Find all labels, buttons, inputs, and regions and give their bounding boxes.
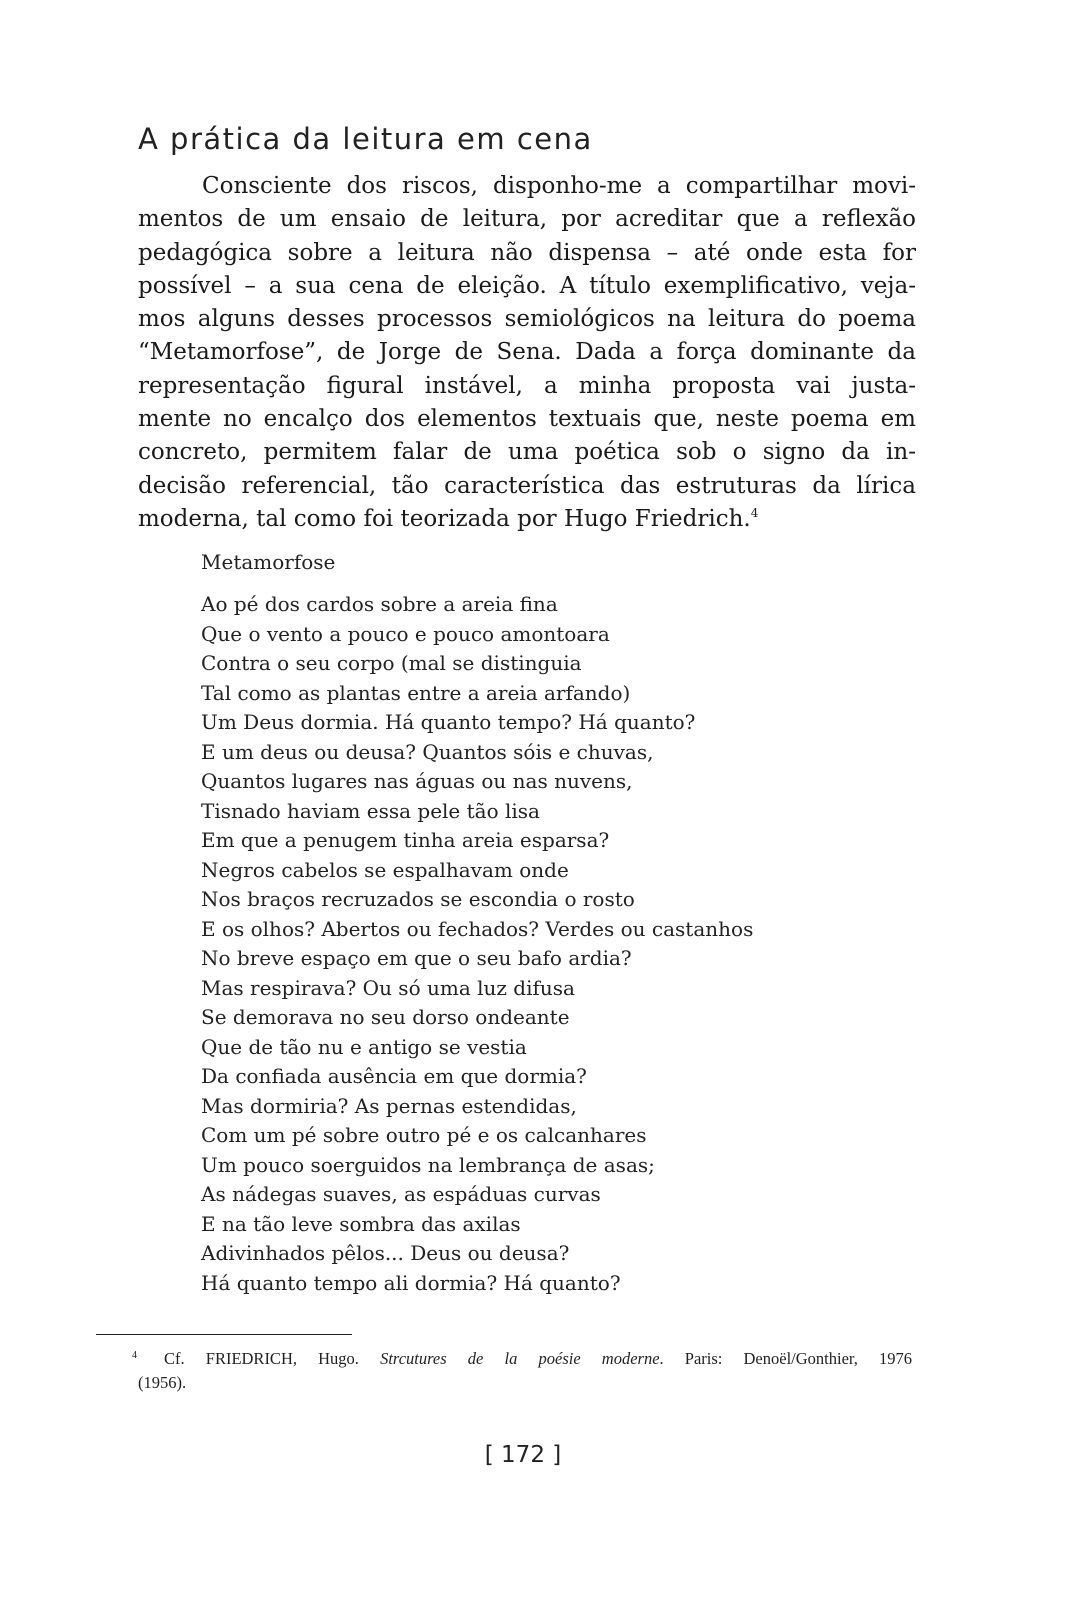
page-number: [ 172 ]	[484, 1442, 562, 1468]
poem-line: Contra o seu corpo (mal se distinguia	[201, 651, 582, 675]
poem-line: Adivinhados pêlos... Deus ou deusa?	[201, 1241, 570, 1265]
poem-line: Um Deus dormia. Há quanto tempo? Há quanto?	[201, 710, 696, 734]
poem-line: Negros cabelos se espalhavam onde	[201, 857, 569, 882]
body-line: pedagógica sobre a leitura não dispensa – até onde esta for	[138, 239, 916, 266]
body-line: moderna, tal como foi teorizada por Hugo Friedrich.	[138, 505, 751, 532]
poem-title: Metamorfose	[201, 550, 336, 574]
poem-line: As nádegas suaves, as espáduas curvas	[201, 1182, 601, 1206]
poem-line: Tisnado haviam essa pele tão lisa	[201, 798, 540, 823]
footnote-suffix: . Paris: Denoël/Gonthier, 1976	[659, 1349, 913, 1368]
poem-line: Da confiada ausência em que dormia?	[201, 1064, 587, 1088]
poem-line: Que de tão nu e antigo se vestia	[201, 1034, 527, 1059]
poem-line: Há quanto tempo ali dormia? Há quanto?	[201, 1270, 621, 1295]
body-line: mente no encalço dos elementos textuais que, neste poema em	[138, 406, 916, 433]
poem-line: Com um pé sobre outro pé e os calcanhares	[201, 1123, 647, 1147]
poem-line: Mas dormiria? As pernas estendidas,	[201, 1093, 577, 1118]
footnote-number: 4	[132, 1350, 137, 1361]
footnote	[132, 1347, 913, 1395]
poem-line: Se demorava no seu dorso ondeante	[201, 1005, 570, 1029]
body-last-line	[138, 503, 916, 536]
body-line: mos alguns desses processos semiológicos na leitura do poema	[138, 306, 916, 333]
poem-line: Nos braços recruzados se escondia o rosto	[201, 887, 635, 911]
poem-line: Mas respirava? Ou só uma luz difusa	[201, 975, 575, 1000]
poem-line: Em que a penugem tinha areia esparsa?	[201, 828, 610, 852]
poem-line: Ao pé dos cardos sobre a areia fina	[201, 592, 558, 616]
footnote-text	[138, 1347, 912, 1395]
poem-line: Um pouco soerguidos na lembrança de asas;	[201, 1152, 655, 1177]
body-line: “Metamorfose”, de Jorge de Sena. Dada a força dominante da	[138, 339, 916, 366]
body-line: representação figural instável, a minha proposta vai justa-	[138, 372, 916, 399]
footnote-line	[164, 1347, 912, 1371]
poem-line: E os olhos? Abertos ou fechados? Verdes ou castanhos	[201, 916, 754, 941]
poem-line: E um deus ou deusa? Quantos sóis e chuvas,	[201, 739, 654, 764]
body-line: possível – a sua cena de eleição. A título exemplificativo, veja-	[138, 272, 916, 299]
body-line: decisão referencial, tão característica das estruturas da lírica	[138, 472, 916, 499]
poem-line: Tal como as plantas entre a areia arfando)	[201, 680, 631, 705]
footnote-divider	[96, 1334, 352, 1335]
poem-line: Que o vento a pouco e pouco amontoara	[201, 621, 610, 646]
poem-line: Quantos lugares nas águas ou nas nuvens,	[201, 769, 633, 793]
poem-line: No breve espaço em que o seu bafo ardia?	[201, 946, 632, 970]
section-title: A prática da leitura em cena	[138, 122, 593, 156]
footnote-prefix: Cf. FRIEDRICH, Hugo.	[164, 1349, 381, 1368]
body-line: mentos de um ensaio de leitura, por acreditar que a reflexão	[138, 206, 916, 233]
poem-line: E na tão leve sombra das axilas	[201, 1211, 521, 1236]
body-paragraph	[138, 170, 916, 536]
poem-verses	[201, 590, 753, 1298]
body-line: Consciente dos riscos, disponho-me a compartilhar movi-	[202, 173, 916, 199]
footnote-book-title: Strcutures de la poésie moderne	[380, 1349, 660, 1368]
footnote-continuation: (1956).	[138, 1373, 187, 1392]
footnote-reference[interactable]: 4	[750, 505, 759, 520]
body-line: concreto, permitem falar de uma poética sob o signo da in-	[138, 439, 916, 466]
